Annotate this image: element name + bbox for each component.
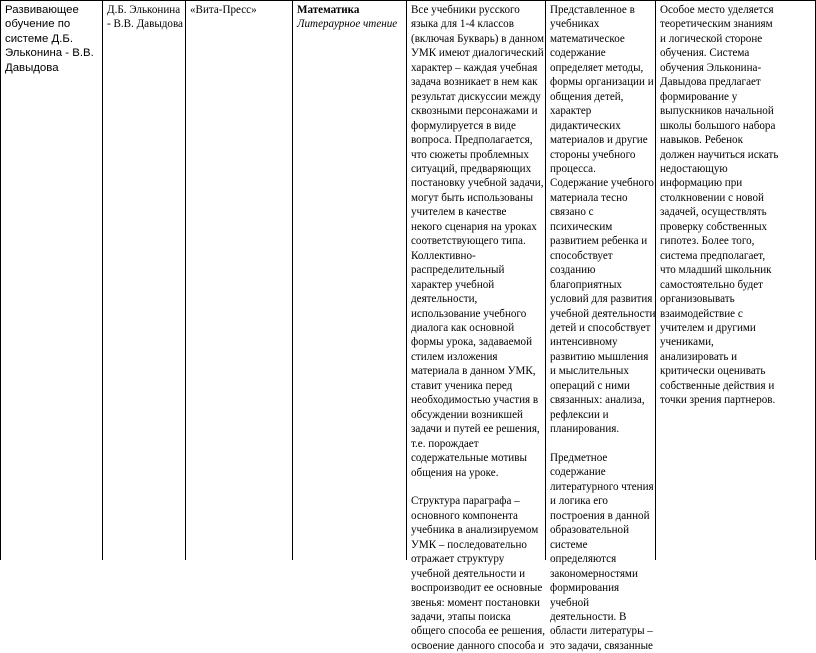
text-line: (включая Букварь) в данном [411,32,545,45]
text-line: могут быть использованы [411,191,534,204]
text-line: условий для развития [550,293,653,306]
text-line: содержание [550,47,606,60]
text-line: развитию мышления [550,350,649,363]
text-line: дидактических [550,119,621,132]
text-line: соответствующего типа. [411,235,526,248]
text-line: т.е. порождает [411,437,479,450]
text-line: Особое место уделяется [660,4,774,16]
text-line: основного компонента [411,509,518,522]
text-line: учебной [550,596,590,609]
text-line: характер [550,105,592,118]
text-line: обучения. Система [660,47,750,60]
text-line: вопроса. Предполагается, [411,134,533,147]
text-line: распределительный [411,264,505,277]
text-line: системе Д.Б. [5,32,74,45]
text-line: Развивающее [5,4,79,16]
text-line: «Вита-Пресс» [190,4,257,16]
text-line: Представленное в [550,4,635,16]
text-line: необходимостью участия в [411,394,539,407]
text-line: формы организации и [550,76,654,89]
text-line: общения на уроке. [411,466,499,479]
cell-content-description [545,0,656,652]
text-line: отражает структуру [411,553,505,566]
text-line: учителем и другими [660,321,756,334]
text-line: литературного чтения [550,480,654,493]
text-line: учебной деятельности [550,307,656,320]
text-line: Все учебники русского [411,4,520,16]
text-line: Эльконина - В.В. [5,47,94,60]
text-line: развитием ребенка и [550,235,648,248]
text-line: определяет методы, [550,61,644,74]
text-line: общего способа ее решения, [411,625,546,638]
cell-features-description [655,0,816,560]
text-line: деятельности, [411,293,478,306]
text-line: материала тесно [550,191,628,204]
text-line: созданию [550,264,596,277]
text-line: математическое [550,32,625,45]
text-line: задача возникает в нем как [411,76,538,89]
text-line: способствует [550,249,613,262]
text-line: формирования [550,582,620,595]
text-line: связанных: анализа, [550,394,645,407]
cell-publisher [185,0,292,560]
text-line: и логика его [550,495,608,508]
text-line [411,480,542,494]
text-line: Содержание учебного [550,177,654,190]
text-line: формулируется в виде [411,119,516,132]
text-line: формирование у [660,90,738,103]
cell-textbooks-description [406,0,546,652]
text-line: учебной деятельности и [411,567,526,580]
text-line: Структура параграфа – [411,495,520,508]
text-line: построения в данной [550,509,650,522]
text-line: обучения Эльконина- [660,61,762,74]
text-line: УМК – последовательно [411,538,527,551]
text-line: Давыдова [5,61,59,74]
text-line: задачи, этапы поиска [411,611,511,624]
text-line: благоприятных [550,278,622,291]
text-line: самостоятельно будет [660,278,764,291]
text-line: ситуаций, предваряющих [411,162,532,175]
text-line: результат дискуссии между [411,90,541,103]
text-line: выпускников начальной [660,105,774,118]
text-line: формы урока, задаваемой [411,336,533,349]
text-line: использование учебного [411,307,527,320]
text-line: информацию при [660,177,743,190]
text-line: деятельности. В [550,611,627,624]
subject-math: Математика [297,4,360,16]
text-line: языка для 1-4 классов [411,18,514,31]
text-line: система предполагает, [660,249,766,262]
text-line: учебниках [550,18,600,31]
text-line: учителем в качестве [411,206,507,219]
text-line: воспроизводит ее основные [411,582,543,595]
cell-system-name [0,0,102,560]
text-line: детей и способствует [550,321,651,334]
text-line: обсуждении возникшей [411,408,523,421]
text-line: точки зрения партнеров. [660,394,776,407]
text-line: стилем изложения [411,350,498,363]
text-line: навыков. Ребенок [660,134,743,147]
text-line: недостающую [660,162,728,175]
text-line: анализировать и [660,350,738,363]
text-line: звенья: момент постановки [411,596,540,609]
text-line: и мыслительных [550,365,629,378]
text-line: характер – каждая учебная [411,61,538,74]
text-line: проверку собственных [660,220,768,233]
text-line: взаимодействие с [660,307,743,320]
text-line: определяются [550,553,617,566]
text-line: столкновении с новой [660,191,764,204]
text-line: обучение по [5,18,71,31]
text-line: планирования. [550,423,620,436]
cell-authors [102,0,185,560]
cell-subjects [292,0,406,560]
text-line: Предметное [550,452,608,465]
text-line: задачей, осуществлять [660,206,767,219]
text-line: учениками, [660,336,714,349]
text-line: постановку учебной задачи, [411,177,544,190]
text-line: связано с [550,206,594,219]
text-line [550,437,652,451]
text-line: что младший школьник [660,264,772,277]
text-line: области литературы – [550,625,653,638]
text-line: Коллективно- [411,249,476,262]
text-line: образовательной [550,524,630,537]
text-line: ставит ученика перед [411,379,513,392]
text-line: системе [550,538,588,551]
text-line: процесса. [550,162,596,175]
text-line: - В.В. Давыдова [107,18,183,31]
text-line: задачи и путей ее решения, [411,423,540,436]
text-line: Давыдова предлагает [660,76,761,89]
text-line: материалов и другие [550,134,648,147]
text-line: организовывать [660,293,735,306]
subject-literature: Литераурное чтение [297,18,398,31]
text-line: материала в данном УМК, [411,365,536,378]
text-line: критически оценивать [660,365,766,378]
text-line: собственные действия и [660,379,775,392]
text-line: содержание [550,466,606,479]
text-line: операций с ними [550,379,630,392]
text-line: закономерностями [550,567,638,580]
text-line: общения детей, [550,90,624,103]
text-line: что сюжеты проблемных [411,148,529,161]
text-line: Д.Б. Эльконина [107,4,181,16]
text-line: теоретическим знаниям [660,18,773,31]
text-line: и логической стороне [660,32,763,45]
text-line: учебника в анализируемом [411,524,539,537]
text-line: психическим [550,220,613,233]
text-line: должен научиться искать [660,148,779,161]
text-line: рефлексии и [550,408,609,421]
text-line: характер учебной [411,278,495,291]
text-line: содержательные мотивы [411,452,527,465]
text-line: гипотез. Более того, [660,235,755,248]
text-line: интенсивному [550,336,618,349]
text-line: стороны учебного [550,148,636,161]
text-line: сквозными персонажами и [411,105,538,118]
text-line: освоение данного способа и [411,639,545,652]
text-line: диалога как основной [411,321,515,334]
text-line: школы большого набора [660,119,776,132]
text-line: это задачи, связанные [550,639,653,652]
text-line: некого сценария на уроках [411,220,537,233]
text-line: УМК имеют диалогический [411,47,544,60]
